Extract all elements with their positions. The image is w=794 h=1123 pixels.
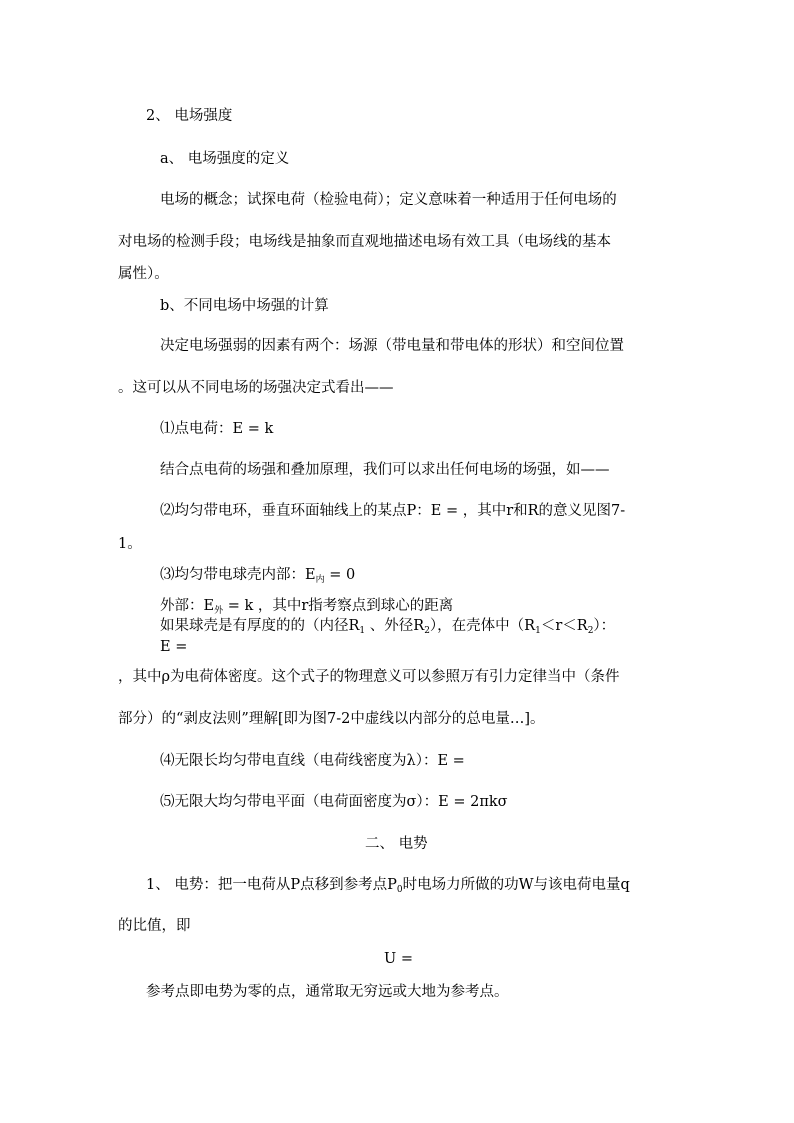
subscript: 1 — [535, 626, 541, 636]
formula-line — [160, 597, 453, 615]
paragraph-line: 决定电场强弱的因素有两个：场源（带电量和带电体的形状）和空间位置 — [160, 338, 624, 354]
paragraph-line: 部分）的“剥皮法则”理解[即为图7-2中虚线以内部分的总电量…]。 — [118, 711, 545, 727]
subsection-heading: a、 电场强度的定义 — [160, 151, 290, 167]
paragraph-line: 1。 — [118, 536, 142, 552]
paragraph-line: ，其中ρ为电荷体密度。这个式子的物理意义可以参照万有引力定律当中（条件 — [118, 669, 620, 685]
paragraph-line: 参考点即电势为零的点，通常取无穷远或大地为参考点。 — [146, 984, 509, 1000]
section-heading: 2、 电场强度 — [146, 108, 233, 124]
subscript: 2 — [424, 626, 430, 636]
text-run: = k ，其中r指考察点到球心的距离 — [223, 598, 454, 614]
formula-line: E = — [160, 639, 188, 655]
formula-line — [160, 566, 355, 584]
paragraph-line: 结合点电荷的场强和叠加原理，我们可以求出任何电场的场强，如—— — [160, 462, 610, 478]
subscript: 0 — [396, 885, 403, 895]
chapter-heading: 二、 电势 — [365, 836, 428, 852]
paragraph-line: 电场的概念；试探电荷（检验电荷）；定义意味着一种适用于任何电场的 — [160, 192, 617, 208]
paragraph-line — [146, 876, 630, 894]
paragraph-line: 对电场的检测手段；电场线是抽象而直观地描述电场有效工具（电场线的基本 — [118, 234, 611, 250]
text-run: ⑶均匀带电球壳内部：E — [160, 567, 316, 583]
text-run: 、外径R — [365, 618, 425, 634]
formula-line: ⑵均匀带电环，垂直环面轴线上的某点P：E = ，其中r和R的意义见图7- — [160, 503, 626, 519]
formula-line — [160, 617, 615, 635]
formula-line: ⑷无限长均匀带电直线（电荷线密度为λ）：E = — [160, 753, 465, 769]
subscript: 外 — [214, 606, 224, 616]
text-run: ）： — [593, 618, 616, 634]
text-run: ），在壳体中（R — [429, 618, 536, 634]
text-run: 如果球壳是有厚度的的（内径R — [160, 618, 360, 634]
subscript: 内 — [315, 575, 325, 585]
paragraph-line: 的比值，即 — [118, 918, 191, 934]
subscript: 1 — [359, 626, 366, 636]
text-run: 1、 电势：把一电荷从P点移到参考点P — [146, 877, 397, 893]
subscript: 2 — [587, 626, 594, 636]
text-run: 外部：E — [160, 598, 215, 614]
formula-line: U = — [384, 951, 413, 967]
text-run: 时电场力所做的功W与该电荷电量q — [402, 877, 630, 893]
formula-line: ⑴点电荷：E = k — [160, 421, 274, 437]
paragraph-line: 。这可以从不同电场的场强决定式看出—— — [118, 380, 394, 396]
paragraph-line: 属性）。 — [118, 266, 169, 282]
text-run: = 0 — [324, 567, 356, 583]
text-run: ＜r＜R — [540, 618, 588, 634]
subsection-heading: b、不同电场中场强的计算 — [160, 298, 329, 314]
formula-line: ⑸无限大均匀带电平面（电荷面密度为σ）：E = 2πkσ — [160, 794, 508, 810]
